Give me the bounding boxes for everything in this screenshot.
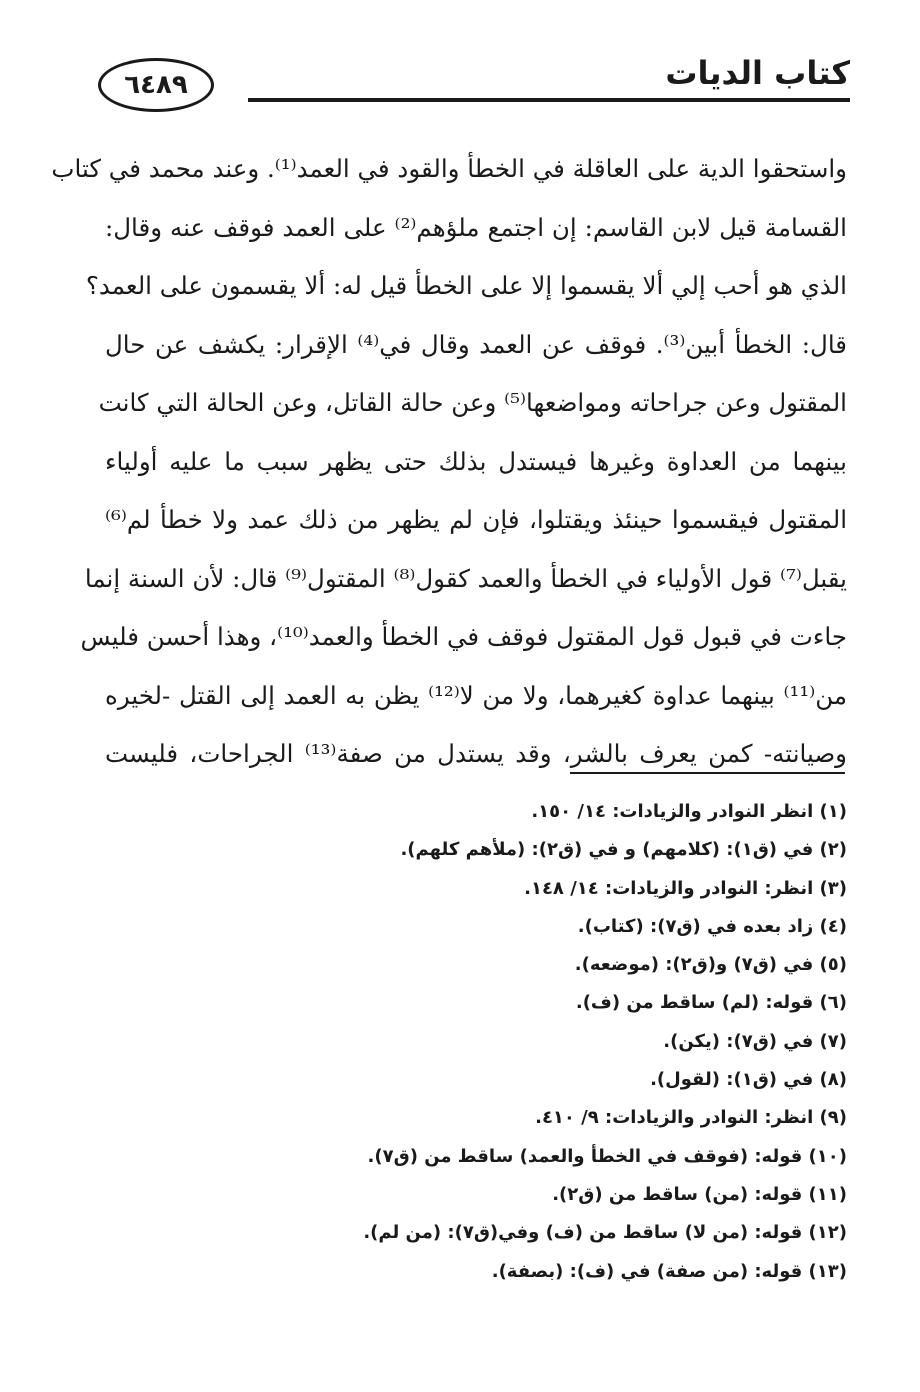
text-line: واستحقوا الدية على العاقلة في الخطأ والقود في العمد⁽¹⁾. وعند محمد في كتاب — [51, 154, 847, 183]
footnote: (٢) في (ق١): (كلامهم) و في (ق٢): (ملأهم كلهم). — [400, 839, 847, 861]
page-number: ٦٤٨٩ — [98, 58, 214, 112]
text-line: يقبل⁽⁷⁾ قول الأولياء في الخطأ والعمد كقول⁽⁸⁾ المقتول⁽⁹⁾ قال: لأن السنة إنما — [84, 563, 847, 593]
text-line: قال: الخطأ أبين⁽³⁾. فوقف عن العمد وقال في⁽⁴⁾ الإقرار: يكشف عن حال — [105, 329, 848, 359]
footnote: (٦) قوله: (لم) ساقط من (ف). — [575, 992, 847, 1014]
footnote: (١٣) قوله: (من صفة) في (ف): (بصفة). — [491, 1260, 847, 1282]
text-line: جاءت في قبول قول المقتول فوقف في الخطأ والعمد⁽¹⁰⁾، وهذا أحسن فليس — [80, 622, 847, 651]
footnote: (١١) قوله: (من) ساقط من (ق٢). — [552, 1183, 847, 1205]
text-line: المقتول وعن جراحاته ومواضعها⁽⁵⁾ وعن حالة القاتل، وعن الحالة التي كانت — [98, 388, 847, 417]
page-header — [98, 52, 850, 114]
text-line: بينهما من العداوة وغيرها فيستدل بذلك حتى يظهر سبب ما عليه أولياء — [105, 446, 847, 476]
footnote: (١٢) قوله: (من لا) ساقط من (ف) وفي(ق٧): (من لم). — [363, 1222, 847, 1244]
footnote: (٥) في (ق٧) و(ق٢): (موضعه). — [574, 954, 847, 976]
footnote: (١) انظر النوادر والزيادات: ١٤/ ١٥٠. — [531, 801, 847, 822]
footnote-separator — [570, 772, 845, 774]
footnote: (٩) انظر: النوادر والزيادات: ٩/ ٤١٠. — [535, 1107, 847, 1129]
text-line: الذي هو أحب إلي ألا يقسموا إلا على الخطأ قيل له: ألا يقسمون على العمد؟ — [85, 271, 847, 300]
text-line: المقتول فيقسموا حينئذ ويقتلوا، فإن لم يظهر من ذلك عمد ولا خطأ لم⁽⁶⁾ — [105, 505, 847, 534]
book-title: كتاب الديات — [665, 54, 850, 92]
footnote: (١٠) قوله: (فوقف في الخطأ والعمد) ساقط من (ق٧). — [367, 1145, 847, 1167]
body-text — [51, 140, 848, 784]
footnote: (٧) في (ق٧): (يكن). — [663, 1030, 847, 1052]
footnote: (٣) انظر: النوادر والزيادات: ١٤/ ١٤٨. — [524, 877, 847, 899]
text-line: من⁽¹¹⁾ بينهما عداوة كغيرهما، ولا من لا⁽¹²⁾ يظن به العمد إلى القتل -لخيره — [105, 680, 847, 710]
header-rule — [248, 98, 850, 102]
footnote: (٨) في (ق١): (لقول). — [650, 1069, 847, 1091]
text-line: القسامة قيل لابن القاسم: إن اجتمع ملؤهم⁽²⁾ على العمد فوقف عنه وقال: — [105, 212, 847, 242]
footnote: (٤) زاد بعده في (ق٧): (كتاب). — [577, 915, 847, 937]
text-line: وصيانته- كمن يعرف بالشر، وقد يستدل من صفة⁽¹³⁾ الجراحات، فليست — [105, 739, 848, 768]
footnotes — [105, 793, 847, 1291]
